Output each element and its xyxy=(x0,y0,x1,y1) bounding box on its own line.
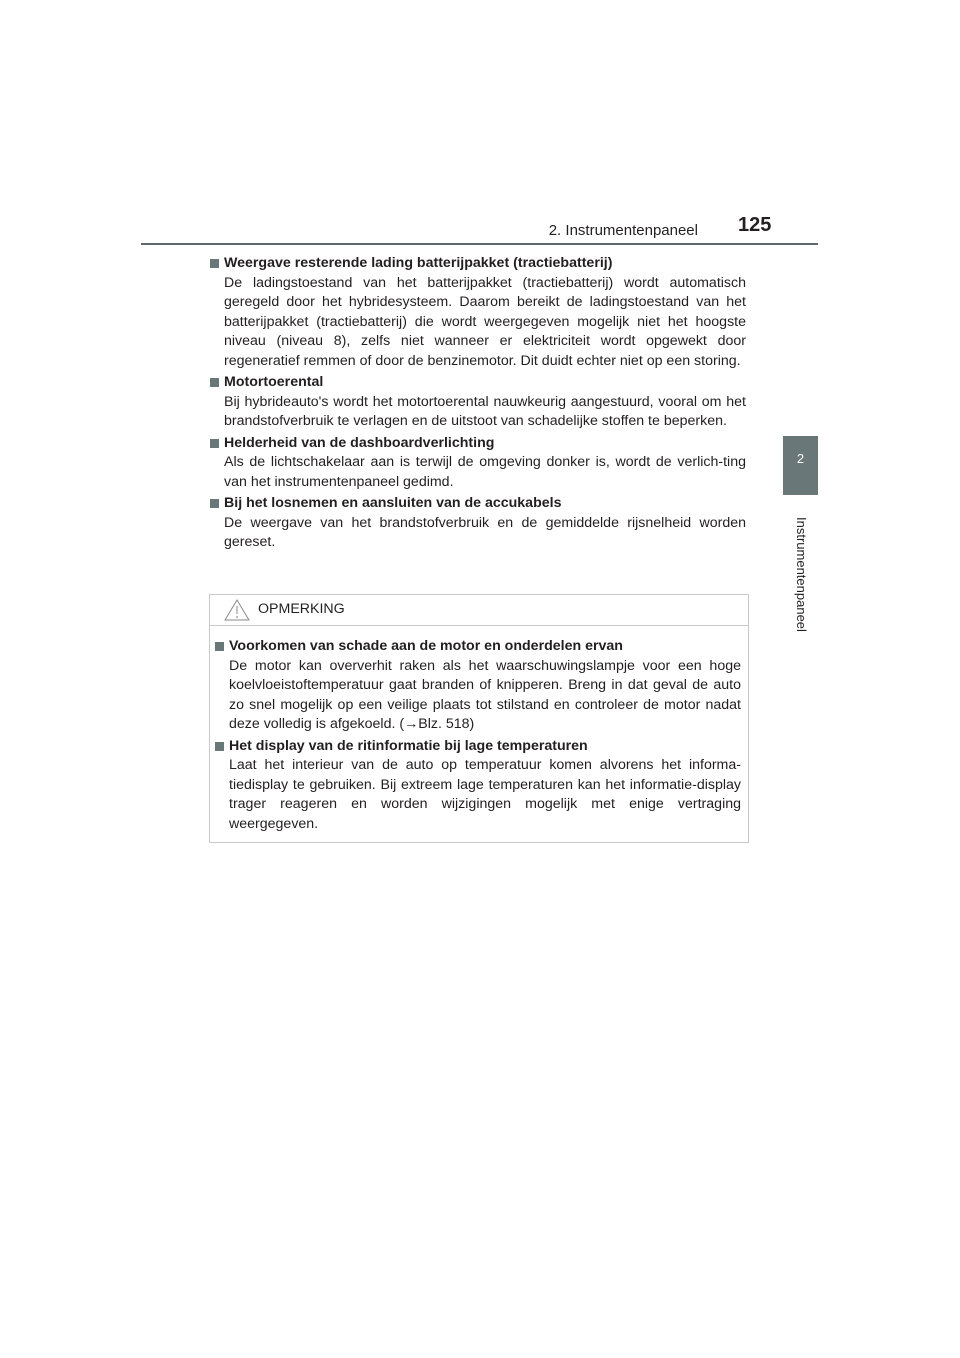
notice-content xyxy=(215,637,741,836)
notice-item xyxy=(215,737,741,835)
item-title: Helderheid van de dashboardverlichting xyxy=(224,434,495,451)
warning-triangle-icon xyxy=(224,599,250,621)
chapter-tab-number: 2 xyxy=(796,451,805,466)
notice-item-body: De motor kan oververhit raken als het waarschuwingslampje voor een hoge koelvloeistoftemperatuur gaat branden of knipperen. Breng in dat geval de auto zo snel mogelijk op een veilige plaats tot stilstand en controleer de motor nadat deze volledig is afgekoeld. (→Blz. 518) xyxy=(229,657,741,732)
notice-item-title: Voorkomen van schade aan de motor en onderdelen ervan xyxy=(229,638,623,654)
square-bullet-icon xyxy=(210,259,219,268)
main-content xyxy=(210,254,746,555)
notice-item-body: Laat het interieur van de auto op temperatuur komen alvorens het informa-tiedisplay te gebruiken. Bij extreem lage temperaturen kan het informatie-display trager reageren en worden wijzigingen mogelijk met enige vertraging weergegeven. xyxy=(229,757,741,832)
chapter-tab-label: Instrumentenpaneel xyxy=(794,517,809,632)
list-item xyxy=(210,494,746,553)
item-title: Weergave resterende lading batterijpakket (tractiebatterij) xyxy=(224,255,613,271)
square-bullet-icon xyxy=(215,642,224,651)
notice-box xyxy=(209,594,749,843)
notice-header xyxy=(210,595,748,626)
square-bullet-icon xyxy=(210,439,219,448)
square-bullet-icon xyxy=(210,499,219,508)
item-body: Bij hybrideauto's wordt het motortoerental nauwkeurig aangestuurd, vooral om het brandstofverbruik te verlagen en de uitstoot van schadelijke stoffen te beperken. xyxy=(224,393,746,429)
list-item xyxy=(210,254,746,371)
square-bullet-icon xyxy=(215,742,224,751)
item-title: Motortoerental xyxy=(224,374,324,390)
item-title: Bij het losnemen en aansluiten van de accukabels xyxy=(224,495,562,511)
page-number: 125 xyxy=(738,214,772,236)
notice-item-title: Het display van de ritinformatie bij lage temperaturen xyxy=(229,737,588,754)
list-item xyxy=(210,434,746,493)
square-bullet-icon xyxy=(210,378,219,387)
list-item xyxy=(210,373,746,432)
section-title: 2. Instrumentenpaneel xyxy=(548,222,698,239)
item-body: De ladingstoestand van het batterijpakket (tractiebatterij) wordt automatisch geregeld door het hybridesysteem. Daarom bereikt de ladingstoestand van het batterijpakket (tractiebatterij) die wordt weergegeven mogelijk niet het hoogste niveau (niveau 8), zelfs niet wanneer er elektriciteit wordt opgewekt door regeneratief remmen of door de benzinemotor. Dit duidt echter niet op een storing. xyxy=(224,274,746,369)
notice-item xyxy=(215,637,741,735)
item-body: Als de lichtschakelaar aan is terwijl de omgeving donker is, wordt de verlich-ting van het instrumentenpaneel gedimd. xyxy=(224,454,746,490)
notice-title: OPMERKING xyxy=(258,601,345,617)
header-divider xyxy=(141,243,818,245)
item-body: De weergave van het brandstofverbruik en de gemiddelde rijsnelheid worden gereset. xyxy=(224,514,746,550)
